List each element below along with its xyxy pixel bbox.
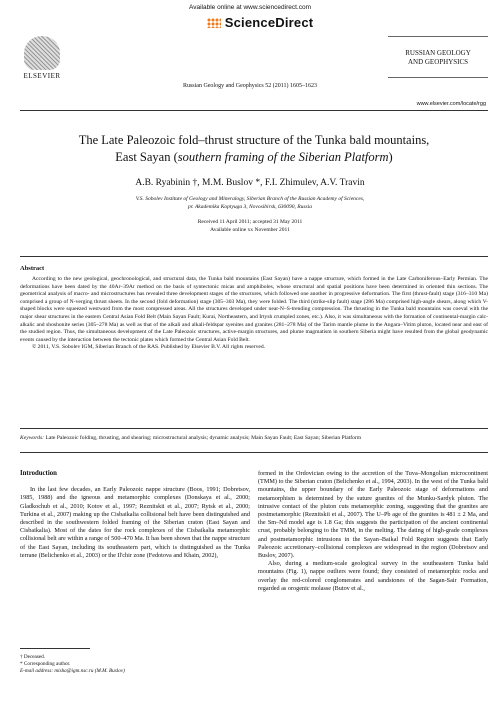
footnote-deceased: † Deceased. [20,654,46,660]
title-line2: East Sayan (southern framing of the Siberian Platform) [115,150,393,164]
sciencedirect-wordmark: ScienceDirect [224,15,314,30]
left-paragraph-1: In the last few decades, an Early Paleozoic nappe structure (Boos, 1991; Dobretsov, 1985, 1988) and the igneous and metamorphic complexes (Donskaya et al., 2000; Gladkochub et al., 2010; Kotov et al., 1997; Reznitskii et al., 2007; Rytsk et al., 2000; Turkina et al., 2007) making up the Cisbaikalia collisional belt have been distinguished and described in the southwestern folded framing of the Siberian craton (East Sayan and Cisbaikalia). Most of the dates for the rock complexes of the Cisbaikalia metamorphic collisional belt are within a range of 500–470 Ma. It has been shown that the nappe structure of the East Sayan, including its southeastern part, which is distinguished as the Tunka terrane (Belichenko et al., 2003) or the Il'chir zone (Fedotova and Khain, 2002), [20,486,250,559]
keywords [20,435,488,443]
abstract-copyright: © 2011, V.S. Sobolev IGM, Siberian Branch of the RAS. Published by Elsevier B.V. All rights reserved. [32,344,266,351]
footnote-rule [20,648,90,649]
section-heading-introduction: Introduction [20,470,57,477]
journal-name-box [388,36,488,78]
author-list: A.B. Ryabinin †, M.M. Buslov *, F.I. Zhimulev, A.V. Travin [135,178,365,188]
sciencedirect-dots-icon [207,18,221,28]
keywords-text: Late Paleozoic folding, thrusting, and shearing; microstructural analysis; dynamic analysis; Main Sayan Fault; East Sayan; Siberian Platform [45,435,362,441]
abstract-heading: Abstract [20,265,45,272]
abstract-text: According to the new geological, geochronological, and structural data, the Tunka bald mountains (East Sayan) have a nappe structure, which formed in the Late Carboniferous–Early Permian. The deformations have been dated by the 40Ar–39Ar method on the basis of syntectonic micas and amphiboles, whose structural and spatial positions have been determined in oriented thin sections. The geometrical analysis of macro- and microstructures has revealed three development stages of the structures, which followed one another in progressive deformation. The first (thrust-fault) stage (316–310 Ma) comprised a group of N-verging thrust sheets. In the second (fold deformation) stage (305–303 Ma), they were folded. The third (strike-slip fault) stage (286 Ma) comprised high-angle shears, along which V-shaped blocks were squeezed westward from the most compressed areas. All the structures developed under near-N–S-trending compression. The thrusting in the Tunka bald mountains was coeval with the major shear structures in the eastern Central Asian Fold Belt (Main Sayan Fault; Kurai, Northeastern, and Irtysh crumpled zones, etc.). Also, it was simultaneous with the formation of continental-margin calc-alkalic and shoshonite series (305–278 Ma) as well as that of the alkali and alkali-feldspar syenites and granites (281–278 Ma) of the Tarim mantle plume in the Angara–Vitim pluton, located near and east of the studied region. Thus, the simultaneous development of the Late Paleozoic structures, active-margin structures, and plume magmatism in southern Siberia might have resulted from the global geodynamic events caused by the interaction between the tectonic plates which formed the Central Asian Fold Belt. [20,276,488,343]
available-date: Available online xx November 2011 [210,227,290,233]
elsevier-logo [18,36,66,80]
right-column [258,470,488,593]
journal-url[interactable]: www.elsevier.com/locate/rgg [416,101,486,107]
elsevier-tree-icon [24,36,60,70]
keywords-bottom-rule [20,452,488,453]
journal-name-line2: AND GEOPHYSICS [407,58,469,66]
affiliation: V.S. Sobolev Institute of Geology and Mineralogy, Siberian Branch of the Russian Academy of Sciences, pr. Akademika Koptyuga 3, Novosibirsk, 630090, Russia [135,196,365,210]
sciencedirect-logo [175,14,345,32]
journal-citation: Russian Geology and Geophysics 52 (2011) 1605–1623 [182,83,318,89]
abstract-top-rule [20,256,488,257]
keywords-label: Keywords: [20,435,45,441]
keywords-top-rule [20,428,488,429]
journal-name-line1: RUSSIAN GEOLOGY [405,49,471,57]
header-rule [20,110,488,111]
elsevier-wordmark: ELSEVIER [23,72,61,80]
title-line1: The Late Paleozoic fold–thrust structure of the Tunka bald mountains, [78,133,430,147]
received-date: Received 11 April 2011; accepted 31 May 2011 [197,219,303,225]
available-online-line: Available online at www.sciencedirect.com [189,4,311,11]
footnote-email[interactable]: E-mail address: misha@igm.nsc.ru (M.M. Buslov) [20,668,125,674]
right-paragraph-2: Also, during a medium-scale geological survey in the southeastern Tunka bald mountains (Fig. 1), nappe outliers were found; they consisted of metamorphic rocks and overlay the red-colored conglomerates and sandstones of the Sagan-Sair Formation, regarded as orogenic molasse (Butov et al., [258,560,488,592]
footnotes [20,654,250,675]
left-column [20,470,250,560]
right-paragraph-1: formed in the Ordovician owing to the accretion of the Tuva–Mongolian microcontinent (TMM) to the Siberian craton (Belichenko et al., 1994, 2003). In the west of the Tunka bald mountains, the upper boundary of the Early Paleozoic stage of deformations and metamorphism is determined by the suture granites of the Munku-Sardyk pluton. The intrusive contact of the pluton cuts metamorphic zoning, suggesting that the granites are postmetamorphic (Reznitskii et al., 2007). The U–Pb age of the granites is 481 ± 2 Ma, and the Sm–Nd model age is 1.8 Ga; this suggests the participation of the ancient continental crust, probably belonging to the TMM, in the melting. The dating of high-grade complexes and postmetamorphic intrusions in the Sayan–Baikal Fold Region suggests that Early Paleozoic accretionary–collisional complexes are widespread in the region (Dobretsov and Buslov, 2007). [258,470,488,560]
abstract-body [20,276,488,352]
article-dates [0,218,500,234]
article-title [20,132,488,166]
footnote-corresponding: * Corresponding author. [20,661,71,667]
